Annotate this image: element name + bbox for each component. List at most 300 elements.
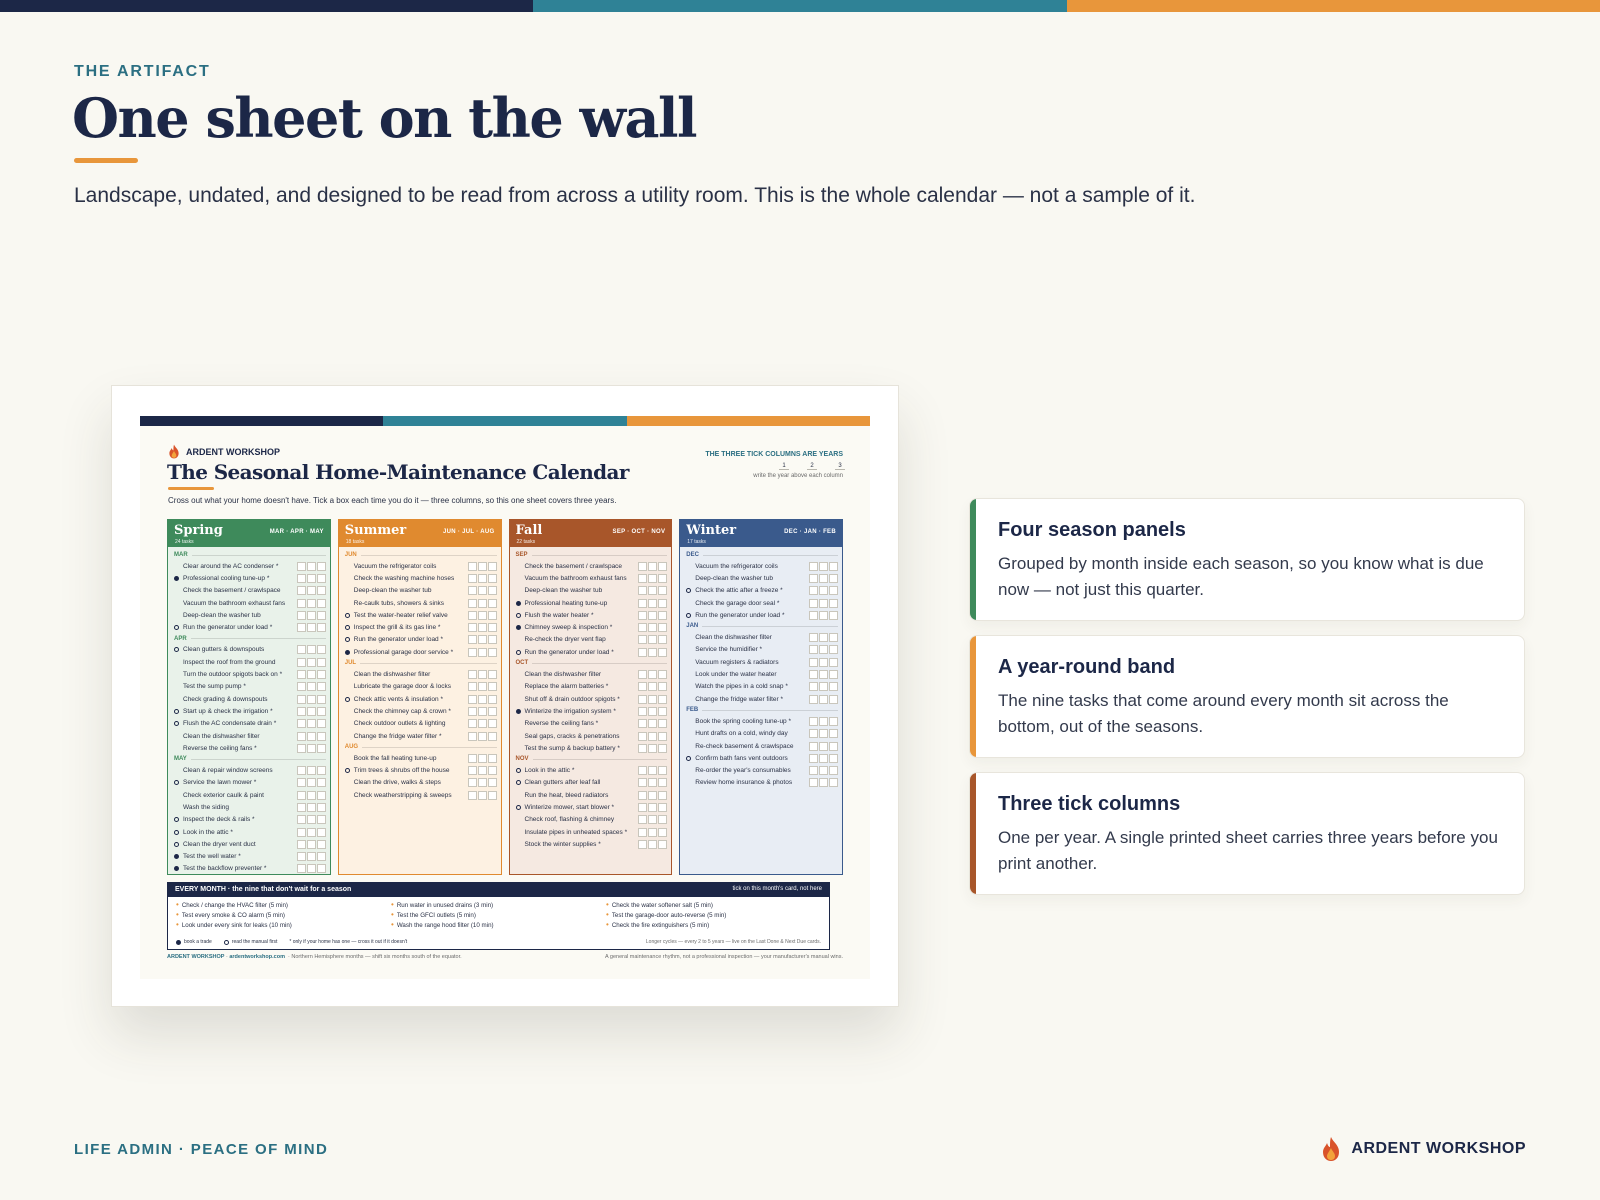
tick-box[interactable]: [648, 670, 657, 679]
tick-box[interactable]: [658, 840, 667, 849]
tick-box[interactable]: [638, 719, 647, 728]
monthly-task: • Test the garage-door auto-reverse (5 min): [606, 910, 821, 920]
tick-box[interactable]: [648, 828, 657, 837]
tick-box[interactable]: [829, 742, 838, 751]
task-label: Vacuum the bathroom exhaust fans: [183, 599, 286, 607]
tick-box[interactable]: [638, 707, 647, 716]
tick-box[interactable]: [317, 864, 326, 873]
tick-box[interactable]: [317, 611, 326, 620]
tick-box[interactable]: [648, 707, 657, 716]
task-label: Test the water-heater relief valve: [353, 611, 448, 619]
tick-box[interactable]: [488, 695, 497, 704]
tick-box[interactable]: [658, 732, 667, 741]
tick-box[interactable]: [478, 586, 487, 595]
tick-box[interactable]: [638, 670, 647, 679]
tick-box[interactable]: [297, 744, 306, 753]
read-manual-icon: [516, 650, 521, 655]
tick-box[interactable]: [829, 633, 838, 642]
task-label: Re-caulk tubs, showers & sinks: [353, 599, 445, 607]
task-label: Service the lawn mower *: [183, 779, 257, 787]
task-marker: [686, 613, 693, 618]
tick-box[interactable]: [317, 623, 326, 632]
tick-box[interactable]: [819, 599, 828, 608]
tick-box[interactable]: [468, 574, 477, 583]
tick-box[interactable]: [297, 815, 306, 824]
tick-box[interactable]: [829, 670, 838, 679]
tick-box[interactable]: [307, 599, 316, 608]
tick-box[interactable]: [819, 633, 828, 642]
tick-box[interactable]: [297, 670, 306, 679]
tick-box[interactable]: [488, 574, 497, 583]
task-label: Look in the attic *: [183, 828, 233, 836]
tick-boxes: [468, 586, 497, 595]
tick-box[interactable]: [307, 611, 316, 620]
task-row: [174, 668, 326, 680]
tick-box[interactable]: [648, 778, 657, 787]
tick-box[interactable]: [488, 599, 497, 608]
tick-box[interactable]: [478, 732, 487, 741]
book-a-trade-icon: [516, 601, 521, 606]
tick-box[interactable]: [809, 717, 818, 726]
tick-box[interactable]: [648, 586, 657, 595]
tick-box[interactable]: [307, 658, 316, 667]
tick-box[interactable]: [468, 707, 477, 716]
tick-box[interactable]: [648, 635, 657, 644]
tick-box[interactable]: [829, 754, 838, 763]
tick-boxes: [809, 695, 838, 704]
task-row: [345, 777, 497, 789]
tick-box[interactable]: [638, 611, 647, 620]
tick-box[interactable]: [297, 791, 306, 800]
task-label: Vacuum the bathroom exhaust fans: [524, 574, 627, 582]
tick-box[interactable]: [297, 682, 306, 691]
tick-box[interactable]: [658, 828, 667, 837]
tick-box[interactable]: [307, 815, 316, 824]
tick-box[interactable]: [297, 586, 306, 595]
tick-box[interactable]: [819, 742, 828, 751]
tick-box[interactable]: [488, 670, 497, 679]
tick-box[interactable]: [317, 682, 326, 691]
tick-box[interactable]: [658, 695, 667, 704]
tick-box[interactable]: [307, 562, 316, 571]
tick-box[interactable]: [478, 648, 487, 657]
tick-box[interactable]: [809, 766, 818, 775]
task-row: [686, 631, 838, 643]
tick-box[interactable]: [658, 707, 667, 716]
tick-box[interactable]: [468, 766, 477, 775]
tick-box[interactable]: [809, 729, 818, 738]
tick-box[interactable]: [468, 682, 477, 691]
tick-box[interactable]: [648, 791, 657, 800]
tick-box[interactable]: [297, 695, 306, 704]
tick-box[interactable]: [297, 864, 306, 873]
task-row: [174, 730, 326, 742]
tick-box[interactable]: [478, 562, 487, 571]
tick-box[interactable]: [819, 562, 828, 571]
tick-box[interactable]: [297, 732, 306, 741]
tick-box[interactable]: [307, 828, 316, 837]
tick-box[interactable]: [638, 586, 647, 595]
tick-box[interactable]: [297, 766, 306, 775]
tick-box[interactable]: [307, 864, 316, 873]
calendar-sheet-frame: [111, 385, 899, 1007]
task-row: [345, 789, 497, 801]
tick-box[interactable]: [488, 778, 497, 787]
tick-box[interactable]: [638, 778, 647, 787]
tick-box[interactable]: [658, 719, 667, 728]
tick-box[interactable]: [297, 645, 306, 654]
tick-box[interactable]: [307, 766, 316, 775]
task-label: Professional cooling tune-up *: [183, 574, 270, 582]
tick-box[interactable]: [819, 729, 828, 738]
tick-box[interactable]: [297, 658, 306, 667]
tick-box[interactable]: [638, 744, 647, 753]
task-row: [686, 728, 838, 740]
tick-box[interactable]: [648, 574, 657, 583]
tick-box[interactable]: [638, 791, 647, 800]
tick-box[interactable]: [317, 574, 326, 583]
tick-box[interactable]: [658, 562, 667, 571]
tick-box[interactable]: [829, 778, 838, 787]
tick-box[interactable]: [829, 586, 838, 595]
tick-box[interactable]: [809, 611, 818, 620]
tick-box[interactable]: [488, 707, 497, 716]
tick-box[interactable]: [658, 682, 667, 691]
task-row: [686, 764, 838, 776]
task-row: [516, 585, 668, 597]
tick-box[interactable]: [478, 611, 487, 620]
tick-box[interactable]: [648, 732, 657, 741]
season-panel-header: [339, 520, 501, 547]
tick-box[interactable]: [648, 562, 657, 571]
tick-box[interactable]: [297, 778, 306, 787]
tick-box[interactable]: [638, 648, 647, 657]
tick-box[interactable]: [809, 778, 818, 787]
tick-box[interactable]: [809, 645, 818, 654]
tick-box[interactable]: [317, 766, 326, 775]
tick-box[interactable]: [648, 682, 657, 691]
tick-box[interactable]: [297, 623, 306, 632]
task-row: [686, 597, 838, 609]
tick-box[interactable]: [478, 695, 487, 704]
tick-box[interactable]: [317, 586, 326, 595]
tick-box[interactable]: [648, 803, 657, 812]
tick-box[interactable]: [317, 840, 326, 849]
tick-box[interactable]: [658, 803, 667, 812]
season-months: JUN · JUL · AUG: [442, 529, 495, 535]
tick-box[interactable]: [638, 766, 647, 775]
tick-box[interactable]: [488, 562, 497, 571]
tick-box[interactable]: [819, 586, 828, 595]
tick-box[interactable]: [478, 791, 487, 800]
tick-box[interactable]: [829, 562, 838, 571]
task-marker: [174, 576, 181, 581]
tick-box[interactable]: [648, 719, 657, 728]
tick-box[interactable]: [819, 717, 828, 726]
tick-box[interactable]: [317, 562, 326, 571]
tick-box[interactable]: [819, 658, 828, 667]
tick-box[interactable]: [638, 562, 647, 571]
tick-box[interactable]: [658, 670, 667, 679]
tick-box[interactable]: [809, 695, 818, 704]
tick-box[interactable]: [317, 670, 326, 679]
tick-box[interactable]: [307, 645, 316, 654]
task-marker: [174, 866, 181, 871]
tick-box[interactable]: [307, 840, 316, 849]
tick-box[interactable]: [317, 695, 326, 704]
tick-box[interactable]: [658, 815, 667, 824]
tick-box[interactable]: [658, 635, 667, 644]
tick-box[interactable]: [819, 766, 828, 775]
tick-box[interactable]: [297, 562, 306, 571]
tick-box[interactable]: [648, 744, 657, 753]
season-name: Fall: [515, 523, 543, 538]
tick-box[interactable]: [658, 744, 667, 753]
tick-box[interactable]: [307, 852, 316, 861]
tick-box[interactable]: [809, 562, 818, 571]
tick-box[interactable]: [658, 791, 667, 800]
task-label: Winterize the irrigation system *: [524, 707, 616, 715]
tick-box[interactable]: [829, 729, 838, 738]
tick-box[interactable]: [819, 645, 828, 654]
tick-box[interactable]: [307, 719, 316, 728]
sheet-footer: ARDENT WORKSHOP · ardentworkshop.com · Northern Hemisphere months — shift six months south of the equator. A general maintenance rhythm, not a professional inspection — your manufacturer's manual wins.: [167, 954, 843, 960]
tick-box[interactable]: [648, 611, 657, 620]
tick-box[interactable]: [658, 778, 667, 787]
tick-box[interactable]: [307, 586, 316, 595]
tick-box[interactable]: [468, 791, 477, 800]
tick-box[interactable]: [819, 778, 828, 787]
tick-box[interactable]: [468, 599, 477, 608]
tick-box[interactable]: [317, 791, 326, 800]
season-panel-spring: [167, 519, 331, 875]
tick-box[interactable]: [468, 754, 477, 763]
tick-box[interactable]: [648, 599, 657, 608]
tick-box[interactable]: [317, 719, 326, 728]
tick-box[interactable]: [478, 719, 487, 728]
legend-trade-label: book a trade: [184, 939, 212, 945]
tick-box[interactable]: [658, 586, 667, 595]
tick-box[interactable]: [317, 815, 326, 824]
tick-box[interactable]: [317, 732, 326, 741]
tick-box[interactable]: [317, 778, 326, 787]
tick-box[interactable]: [478, 574, 487, 583]
tick-box[interactable]: [829, 766, 838, 775]
tick-box[interactable]: [488, 635, 497, 644]
tick-box[interactable]: [307, 744, 316, 753]
tick-box[interactable]: [307, 803, 316, 812]
tick-box[interactable]: [488, 791, 497, 800]
tick-box[interactable]: [638, 695, 647, 704]
tick-box[interactable]: [468, 778, 477, 787]
tick-box[interactable]: [468, 611, 477, 620]
tick-box[interactable]: [488, 611, 497, 620]
tick-box[interactable]: [829, 599, 838, 608]
tick-box[interactable]: [809, 658, 818, 667]
tick-box[interactable]: [809, 742, 818, 751]
tick-box[interactable]: [317, 852, 326, 861]
tick-box[interactable]: [307, 778, 316, 787]
sheet-color-bar: [140, 416, 870, 426]
tick-box[interactable]: [658, 766, 667, 775]
book-a-trade-icon: [345, 650, 350, 655]
tick-box[interactable]: [658, 648, 667, 657]
task-row: [345, 585, 497, 597]
tick-box[interactable]: [488, 682, 497, 691]
tick-box[interactable]: [307, 707, 316, 716]
tick-box[interactable]: [317, 645, 326, 654]
tick-box[interactable]: [829, 645, 838, 654]
tick-box[interactable]: [829, 695, 838, 704]
task-label: Test the sump pump *: [183, 683, 246, 691]
task-label: Seal gaps, cracks & penetrations: [524, 732, 620, 740]
tick-box[interactable]: [638, 840, 647, 849]
tick-box[interactable]: [468, 695, 477, 704]
tick-box[interactable]: [488, 648, 497, 657]
tick-box[interactable]: [307, 682, 316, 691]
tick-boxes: [468, 599, 497, 608]
tick-box[interactable]: [478, 754, 487, 763]
tick-box[interactable]: [297, 599, 306, 608]
tick-box[interactable]: [307, 574, 316, 583]
tick-box[interactable]: [638, 828, 647, 837]
tick-box[interactable]: [468, 623, 477, 632]
tick-box[interactable]: [307, 791, 316, 800]
tick-box[interactable]: [638, 682, 647, 691]
tick-box[interactable]: [809, 633, 818, 642]
tick-box[interactable]: [468, 635, 477, 644]
sheet-title-underline: [168, 487, 214, 490]
tick-box[interactable]: [809, 754, 818, 763]
tick-box[interactable]: [658, 611, 667, 620]
tick-box[interactable]: [488, 586, 497, 595]
tick-box[interactable]: [297, 840, 306, 849]
tick-box[interactable]: [297, 828, 306, 837]
book-a-trade-icon: [174, 576, 179, 581]
tick-box[interactable]: [468, 732, 477, 741]
band-column: [391, 900, 606, 930]
tick-box[interactable]: [478, 766, 487, 775]
tick-box[interactable]: [829, 717, 838, 726]
tick-box[interactable]: [809, 574, 818, 583]
tick-box[interactable]: [307, 670, 316, 679]
tick-box[interactable]: [809, 599, 818, 608]
season-name: Spring: [174, 523, 223, 538]
tick-box[interactable]: [829, 611, 838, 620]
tick-box[interactable]: [297, 719, 306, 728]
tick-box[interactable]: [648, 623, 657, 632]
tick-box[interactable]: [478, 670, 487, 679]
tick-box[interactable]: [297, 574, 306, 583]
years-hint: write the year above each column: [753, 473, 843, 479]
tick-box[interactable]: [658, 599, 667, 608]
tick-box[interactable]: [317, 828, 326, 837]
tick-box[interactable]: [638, 574, 647, 583]
tick-box[interactable]: [297, 803, 306, 812]
tick-box[interactable]: [638, 599, 647, 608]
tick-box[interactable]: [478, 778, 487, 787]
tick-box[interactable]: [317, 658, 326, 667]
tick-box[interactable]: [317, 599, 326, 608]
task-row: [516, 572, 668, 584]
tick-box[interactable]: [648, 840, 657, 849]
tick-box[interactable]: [468, 586, 477, 595]
tick-box[interactable]: [658, 623, 667, 632]
tick-box[interactable]: [488, 754, 497, 763]
tick-box[interactable]: [819, 682, 828, 691]
tick-box[interactable]: [809, 586, 818, 595]
tick-box[interactable]: [468, 562, 477, 571]
tick-box[interactable]: [468, 670, 477, 679]
tick-box[interactable]: [819, 574, 828, 583]
tick-box[interactable]: [478, 635, 487, 644]
tick-box[interactable]: [488, 732, 497, 741]
tick-box[interactable]: [819, 670, 828, 679]
tick-box[interactable]: [468, 648, 477, 657]
tick-box[interactable]: [829, 682, 838, 691]
tick-box[interactable]: [819, 611, 828, 620]
tick-box[interactable]: [638, 623, 647, 632]
tick-box[interactable]: [317, 744, 326, 753]
task-label: Vacuum the refrigerator coils: [353, 562, 437, 570]
tick-box[interactable]: [638, 815, 647, 824]
top-bar-teal-segment: [533, 0, 1066, 12]
tick-boxes: [297, 599, 326, 608]
tick-box[interactable]: [478, 599, 487, 608]
tick-box[interactable]: [478, 623, 487, 632]
tick-box[interactable]: [819, 754, 828, 763]
task-label: Vacuum registers & radiators: [695, 658, 779, 666]
tick-box[interactable]: [317, 707, 326, 716]
legend-right: Longer cycles — every 2 to 5 years — live on the Last Done & Next Due cards.: [645, 939, 821, 945]
tick-box[interactable]: [297, 852, 306, 861]
tick-box[interactable]: [648, 815, 657, 824]
tick-box[interactable]: [819, 695, 828, 704]
tick-box[interactable]: [307, 623, 316, 632]
tick-box[interactable]: [809, 670, 818, 679]
tick-box[interactable]: [297, 707, 306, 716]
tick-box[interactable]: [307, 695, 316, 704]
tick-box[interactable]: [478, 707, 487, 716]
tick-box[interactable]: [638, 803, 647, 812]
read-manual-icon: [174, 625, 179, 630]
tick-box[interactable]: [478, 682, 487, 691]
tick-box[interactable]: [488, 766, 497, 775]
tick-box[interactable]: [488, 623, 497, 632]
tick-box[interactable]: [809, 682, 818, 691]
tick-box[interactable]: [829, 658, 838, 667]
tick-boxes: [638, 815, 667, 824]
season-months: DEC · JAN · FEB: [784, 529, 836, 535]
task-label: Change the fridge water filter *: [353, 732, 442, 740]
read-manual-icon: [686, 588, 691, 593]
tick-box[interactable]: [648, 695, 657, 704]
tick-box[interactable]: [468, 719, 477, 728]
tick-box[interactable]: [648, 766, 657, 775]
tick-box[interactable]: [317, 803, 326, 812]
tick-box[interactable]: [648, 648, 657, 657]
top-color-bar: [0, 0, 1600, 12]
tick-box[interactable]: [307, 732, 316, 741]
task-row: [174, 777, 326, 789]
tick-box[interactable]: [297, 611, 306, 620]
tick-box[interactable]: [488, 719, 497, 728]
tick-box[interactable]: [829, 574, 838, 583]
tick-box[interactable]: [638, 635, 647, 644]
tick-box[interactable]: [638, 732, 647, 741]
tick-box[interactable]: [658, 574, 667, 583]
sheet-footer-brand: ARDENT WORKSHOP: [167, 954, 225, 960]
